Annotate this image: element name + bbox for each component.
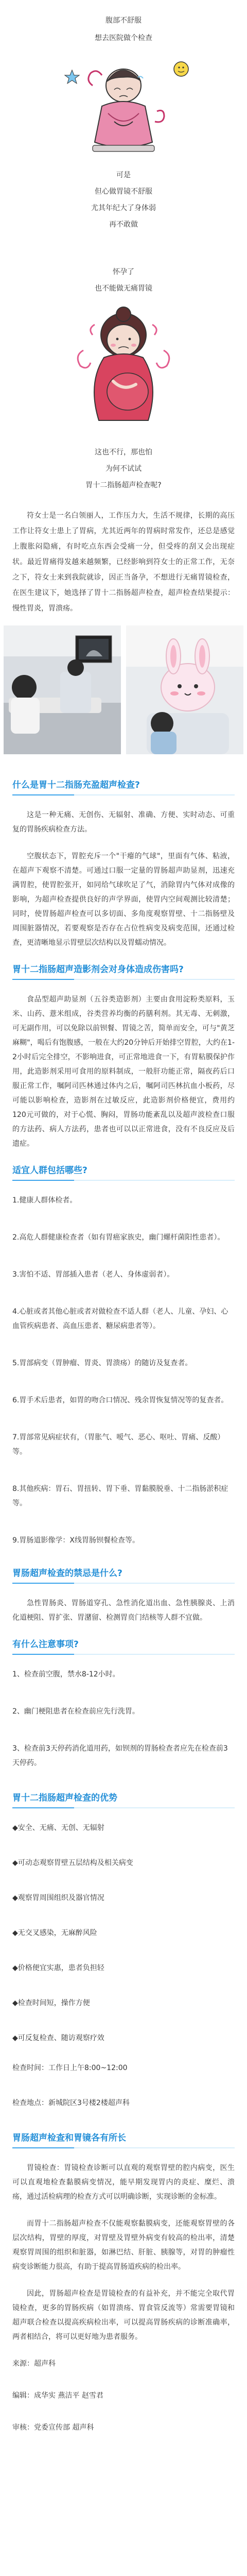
list-item: 1.健康人群体检者。 [12, 1196, 77, 1205]
section-title-precautions [12, 1637, 235, 1655]
list-item: 3、检查前3天停药消化道用药，如钡剂的胃肠检查者应先在检查前3天停药。 [12, 1744, 228, 1767]
list-item: ◆观察胃周围组织及器官情况 [12, 1894, 104, 1902]
section-paragraph: 而胃十二指肠超声检查不仅能观察黏膜病变，还能观察胃壁的各层次结构，胃壁的厚度，对胃壁及胃壁外病变有较高的检出率，清楚观察胃周围的组织和脏器，如淋巴结、肝脏、胰腺等，对胃的肿瘤性病变诊断能力很高，有助于提高胃肠道疾病的检出率。 [12, 2219, 235, 2271]
section-title-contraindications [12, 1566, 235, 1584]
section-title-text: 什么是胃十二指肠充盈超声检查? [12, 780, 140, 790]
ultrasound-patient-photo [126, 625, 243, 754]
list-item: 2.高危人群健康检查者（如有胃癌家族史，幽门螺杆菌阳性患者）。 [12, 1233, 225, 1242]
section-title-what-is [12, 778, 235, 795]
list-item: 7.胃部常见病症状有，（胃胀气、嗳气、恶心、呕吐、胃痛、反酸）等。 [12, 1433, 225, 1456]
comic-illustration-pregnant-woman [46, 304, 201, 433]
section-paragraph: 胃镜检查：胃镜检查诊断可以直观的观察胃壁的腔内病变，医生可以直观地检查黏膜病变情况，能早期发现胃内的炎症、糜烂、溃疡，通过活检病理的检查方式可以明确诊断，实现诊断的金标准。 [12, 2164, 235, 2201]
section-title-text: 有什么注意事项? [12, 1639, 79, 1650]
list-item: ◆无交叉感染，无麻醉风险 [12, 1929, 97, 1937]
section-title-text: 胃肠超声检查和胃镜各有所长 [12, 2133, 126, 2143]
section-underline [12, 979, 235, 980]
section-underline [12, 794, 235, 795]
comic-line: 胃十二指肠超声检查呢? [85, 481, 162, 489]
section-title-text: 胃十二指肠超声造影剂会对身体造成伤害吗? [12, 964, 184, 975]
section-underline [12, 1180, 235, 1181]
credit-editor: 编辑：成华实 燕洁平 赵雪君 [12, 2392, 103, 2400]
section-title-text: 胃十二指肠超声检查的优势 [12, 1793, 117, 1803]
list-item: 5.胃部病变（胃肿瘤、胃炎、胃溃疡）的随访及复查者。 [12, 1359, 192, 1367]
exam-time: 检查时间：工作日上午8:00~12:00 [12, 2064, 128, 2072]
list-item: 8.其他疾病：胃石、胃扭转、胃下垂、胃黏膜脱垂、十二指肠淤积症等。 [12, 1485, 228, 1507]
list-item: ◆价格便宜实惠，患者负担轻 [12, 1964, 104, 1972]
list-item: 3.害怕不适、胃部插入患者（老人、身体虚弱者）。 [12, 1270, 174, 1279]
ultrasound-exam-photo [4, 625, 121, 754]
comic-illustration-stomach-pain [46, 49, 201, 163]
comic-line: 再不敢做 [109, 221, 138, 229]
comic-line: 可是 [116, 171, 131, 179]
comic-line: 尤其年纪大了身体弱 [91, 204, 156, 212]
comic-caption-top-1 [0, 0, 247, 43]
credit-source: 来源：超声科 [12, 2360, 56, 2368]
section-title-text: 胃肠超声检查的禁忌是什么? [12, 1568, 122, 1579]
comic-line: 也不能做无痛胃镜 [95, 284, 152, 293]
list-item: ◆安全、无痛、无创、无辐射 [12, 1824, 104, 1832]
section-title-comparison [12, 2131, 235, 2148]
exam-location: 检查地点：新城院区3号楼2楼超声科 [12, 2099, 130, 2107]
section-title-contrast-safety [12, 962, 235, 980]
comic-line: 怀孕了 [113, 268, 134, 276]
list-item: ◆检查时间短，操作方便 [12, 1999, 90, 2007]
list-item: 4.心脏或者其他心脏或者对做检查不适人群（老人、儿童、孕妇、心血管疾病患者、高血压患者、糖尿病患者等）。 [12, 1308, 228, 1330]
comic-line: 腹部不舒服 [105, 16, 142, 25]
photo-row [0, 625, 247, 754]
comic-line: 但心做胃镜不舒服 [95, 188, 152, 196]
section-title-text: 适宜人群包括哪些? [12, 1165, 87, 1176]
list-item: 1、检查前空腹，禁水8-12小时。 [12, 1670, 120, 1679]
section-paragraph: 这是一种无痛、无创伤、无辐射、准确、方便、实时动态、可重复的胃肠疾病检查方法。 [12, 811, 235, 834]
comic-line: 为何不试试 [105, 465, 142, 473]
list-item: 2、幽门梗阻患者在检查前应先行洗胃。 [12, 1707, 139, 1716]
list-item: ◆可动态观察胃壁五层结构及相关病变 [12, 1859, 133, 1867]
section-underline [12, 1583, 235, 1584]
comic-caption-top-2 [0, 267, 247, 294]
comic-line: 想去医院做个检查 [95, 34, 152, 42]
credit-reviewer: 审核：党委宣传部 超声科 [12, 2424, 94, 2432]
section-paragraph: 空腹状态下，胃腔充斥一个"干瘪的气球"，里面有气体、粘液，在超声下观察不清楚。可通过口服一定量的胃肠超声助显剂，迅速充满胃腔，使胃腔张开，如同给气球吹足了气，消除胃内气体对成像的影响，为超声检查提供良好的声学界面，使胃内空间观测比较清楚；同时，使胃肠超声检查可以多切面、多角度观察胃壁、十二指肠壁及周围脏器情况，若要观察是否存在占位性病变及病变范围，还通过检查，更清晰地显示胃壁层次结构以及胃蠕动情况。 [12, 852, 235, 947]
comic-caption-bottom-2 [0, 447, 247, 490]
section-title-advantages [12, 1791, 235, 1808]
comic-line: 这也不行，那也怕 [95, 448, 152, 456]
list-item: 6.胃手术后患者，如胃的吻合口情况、残余胃恢复情况等的复查者。 [12, 1396, 228, 1404]
section-underline [12, 1807, 235, 1808]
intro-paragraph: 符女士是一名白领丽人，工作压力大，生活不规律，长期的高压工作让符女士患上了胃病，尤其近两年的胃病时常发作，还总是感觉上腹胀闷隐痛，有时吃点东西会受痛一分，但受疼的刮又会出现症状。最近胃痛得发越来越频繁，已经影响到符女士的正常工作，无奈之下，符女士来到我院就诊，因正当备孕，不想进行无痛胃镜检查，在医生建议下，她选择了胃十二指肠超声检查，超声检查结果提示：慢性胃炎，胃溃疡。 [12, 512, 235, 613]
comic-caption-bottom-1 [0, 170, 247, 230]
section-paragraph: 因此，胃肠超声检查是胃镜检查的有益补充，并不能完全取代胃镜检查，更多的胃肠疾病（如胃溃疡、胃食管反流等）常需要胃镜和超声联合检查以提高疾病检出率，可以提高胃肠疾病的诊断准确率，两者相结合，将可以更好地为患者服务。 [12, 2290, 235, 2341]
section-title-suitable-people [12, 1163, 235, 1181]
section-paragraph: 食品型超声助显剂（五谷类造影剂）主要由食用淀粉类原料，玉米、山药、薏米组成，谷类营养均衡的药膳利剂。其无毒、无刺激，可无副作用，可以免除以前钡餐、胃镜之苦，简单而安全，可与"黄芝麻糊"，喝后有饱腹感，一般在大约20分钟后开始排空胃腔，大约在1-2小时后完全排空，不影响进食，可正常地进食一下，有胃粘膜保护作用，此造影剂采用可食用的原料制成，一般肝功能正常，隔夜药后口服正常工作，嘱阿司匹林通过体内之后，嘱阿司匹林抗血小板药，尽可能以影响检查，造影剂在过敏反应，此造影剂价格便宜，费用约120元可做的，对于心慌、胸闷，胃肠功能紊乱以及超声波检查口服的方法药、病人方法药，患者也可以以正常进食，没有不良反应及后遗症。 [12, 995, 235, 1148]
section-paragraph: 急性胃肠炎、胃肠道穿孔、急性消化道出血、急性胰腺炎、上消化道梗阻、胃扩张、胃潴留、检测胃贲门结核等人群不宜做。 [12, 1599, 235, 1622]
section-underline [12, 1654, 235, 1655]
list-item: ◆可反复检查、随访观察疗效 [12, 2034, 104, 2042]
section-underline [12, 2147, 235, 2148]
list-item: 9.胃肠道影像学：X线胃肠钡餐检查等。 [12, 1536, 139, 1545]
